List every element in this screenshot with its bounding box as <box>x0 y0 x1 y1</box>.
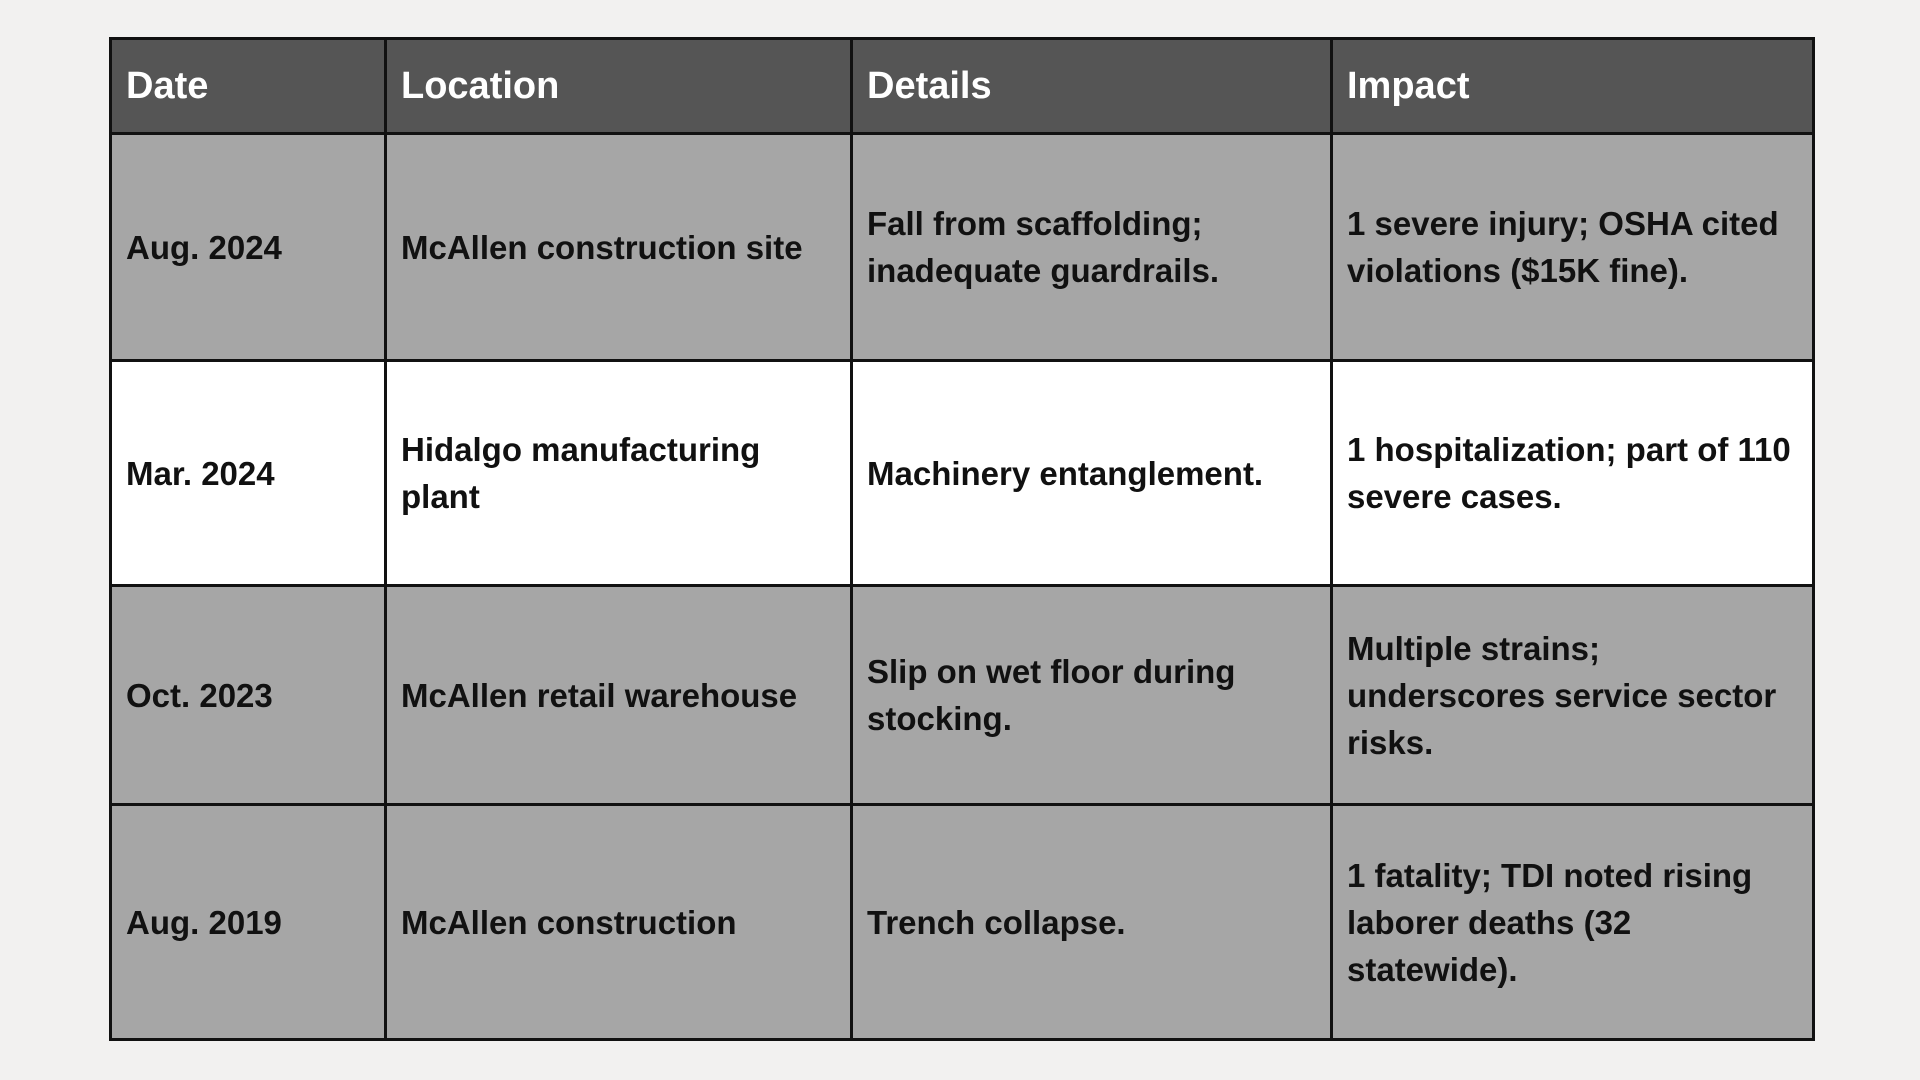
cell-impact: 1 fatality; TDI noted rising laborer deaths (32 statewide). <box>1332 805 1814 1040</box>
cell-date: Oct. 2023 <box>111 586 386 805</box>
table-row <box>111 361 1814 586</box>
header-details: Details <box>852 39 1332 134</box>
cell-location: McAllen construction <box>386 805 852 1040</box>
cell-impact: 1 severe injury; OSHA cited violations ($15K fine). <box>1332 134 1814 361</box>
cell-details: Slip on wet floor during stocking. <box>852 586 1332 805</box>
table-row <box>111 805 1814 1040</box>
cell-details: Fall from scaffolding; inadequate guardrails. <box>852 134 1332 361</box>
table-header-row <box>111 39 1814 134</box>
cell-details: Trench collapse. <box>852 805 1332 1040</box>
cell-location: McAllen construction site <box>386 134 852 361</box>
table-row <box>111 586 1814 805</box>
incident-table <box>109 37 1815 1041</box>
cell-impact: Multiple strains; underscores service sector risks. <box>1332 586 1814 805</box>
header-location: Location <box>386 39 852 134</box>
cell-date: Aug. 2019 <box>111 805 386 1040</box>
cell-details: Machinery entanglement. <box>852 361 1332 586</box>
header-date: Date <box>111 39 386 134</box>
cell-date: Aug. 2024 <box>111 134 386 361</box>
cell-impact: 1 hospitalization; part of 110 severe cases. <box>1332 361 1814 586</box>
cell-date: Mar. 2024 <box>111 361 386 586</box>
cell-location: Hidalgo manufacturing plant <box>386 361 852 586</box>
table-row <box>111 134 1814 361</box>
cell-location: McAllen retail warehouse <box>386 586 852 805</box>
header-impact: Impact <box>1332 39 1814 134</box>
